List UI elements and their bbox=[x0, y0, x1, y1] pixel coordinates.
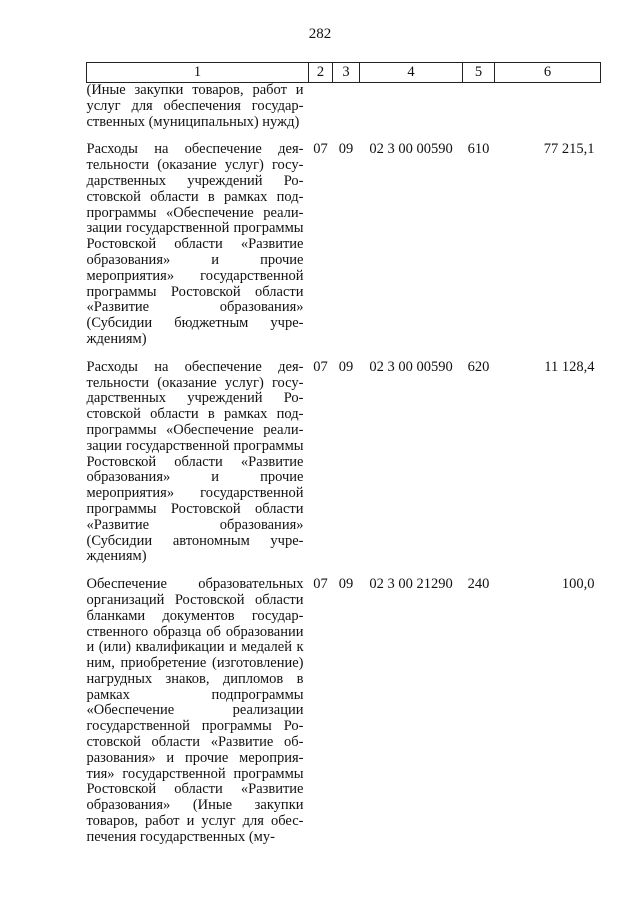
column-header: 3 bbox=[333, 63, 360, 83]
row-section: 07 bbox=[313, 576, 328, 593]
table-row bbox=[87, 360, 601, 565]
row-subsection: 09 bbox=[338, 141, 354, 158]
page-number: 282 bbox=[308, 26, 332, 42]
row-amount: 11 128,4 bbox=[544, 358, 595, 375]
row-target: 02 3 00 00590 bbox=[369, 141, 453, 158]
row-expense-type: 610 bbox=[467, 141, 490, 158]
row-expense-type bbox=[463, 83, 495, 131]
row-subsection: 09 bbox=[338, 576, 354, 593]
row-expense-type: 620 bbox=[467, 358, 490, 375]
row-target bbox=[360, 83, 463, 131]
row-spacer bbox=[87, 348, 601, 360]
row-description: Расходы на обеспечение деятельности (оказание услуг) государственных учреждений Ростовской области в рамках подпрограммы «Обеспечение реализации государственной программы Ростовской области «Развитие образования» и прочие мероприятия» государственной программы Ростовской области «Развитие образования» (Субсидии бюджетным учреждениям) bbox=[86, 141, 304, 347]
row-description: Расходы на обеспечение деятельности (оказание услуг) государственных учреждений Ростовской области в рамках подпрограммы «Обеспечение реализации государственной программы Ростовской области «Развитие образования» и прочие мероприятия» государственной программы Ростовской области «Развитие образования» (Субсидии автономным учреждениям) bbox=[86, 358, 304, 565]
row-subsection bbox=[333, 83, 360, 131]
row-subsection: 09 bbox=[338, 358, 354, 375]
row-target: 02 3 00 00590 bbox=[369, 358, 453, 375]
column-header: 6 bbox=[495, 63, 601, 83]
column-header: 1 bbox=[87, 63, 309, 83]
row-expense-type: 240 bbox=[467, 576, 490, 593]
row-target: 02 3 00 21290 bbox=[369, 576, 453, 593]
row-amount bbox=[495, 83, 601, 131]
row-section: 07 bbox=[313, 141, 328, 158]
column-header: 2 bbox=[309, 63, 333, 83]
row-description: (Иные закупки товаров, работ и услуг для обеспечения государственных (муниципальных) нужд) bbox=[86, 82, 304, 130]
row-section: 07 bbox=[313, 358, 328, 375]
table-row bbox=[87, 142, 601, 347]
budget-table bbox=[86, 62, 601, 846]
column-header: 5 bbox=[463, 63, 495, 83]
row-amount: 100,0 bbox=[561, 576, 595, 593]
row-section bbox=[309, 83, 333, 131]
row-amount: 77 215,1 bbox=[543, 141, 595, 158]
table-header-row bbox=[87, 63, 601, 83]
table-row bbox=[87, 577, 601, 846]
row-description: Обеспечение образовательных организаций Ростовской области бланками документов государственного образца об образовании и (или) квалификации и медалей к ним, приобретение (изготовление) нагрудных знаков, дипломов в рамках подпрограммы «Обеспечение реализации государственной программы Ростовской области «Развитие образования» и прочие мероприятия» государственной программы Ростовской области «Развитие образования» (Иные закупки товаров, работ и услуг для обеспечения государственных (му- bbox=[86, 576, 304, 845]
column-header: 4 bbox=[360, 63, 463, 83]
table-row bbox=[87, 83, 601, 131]
